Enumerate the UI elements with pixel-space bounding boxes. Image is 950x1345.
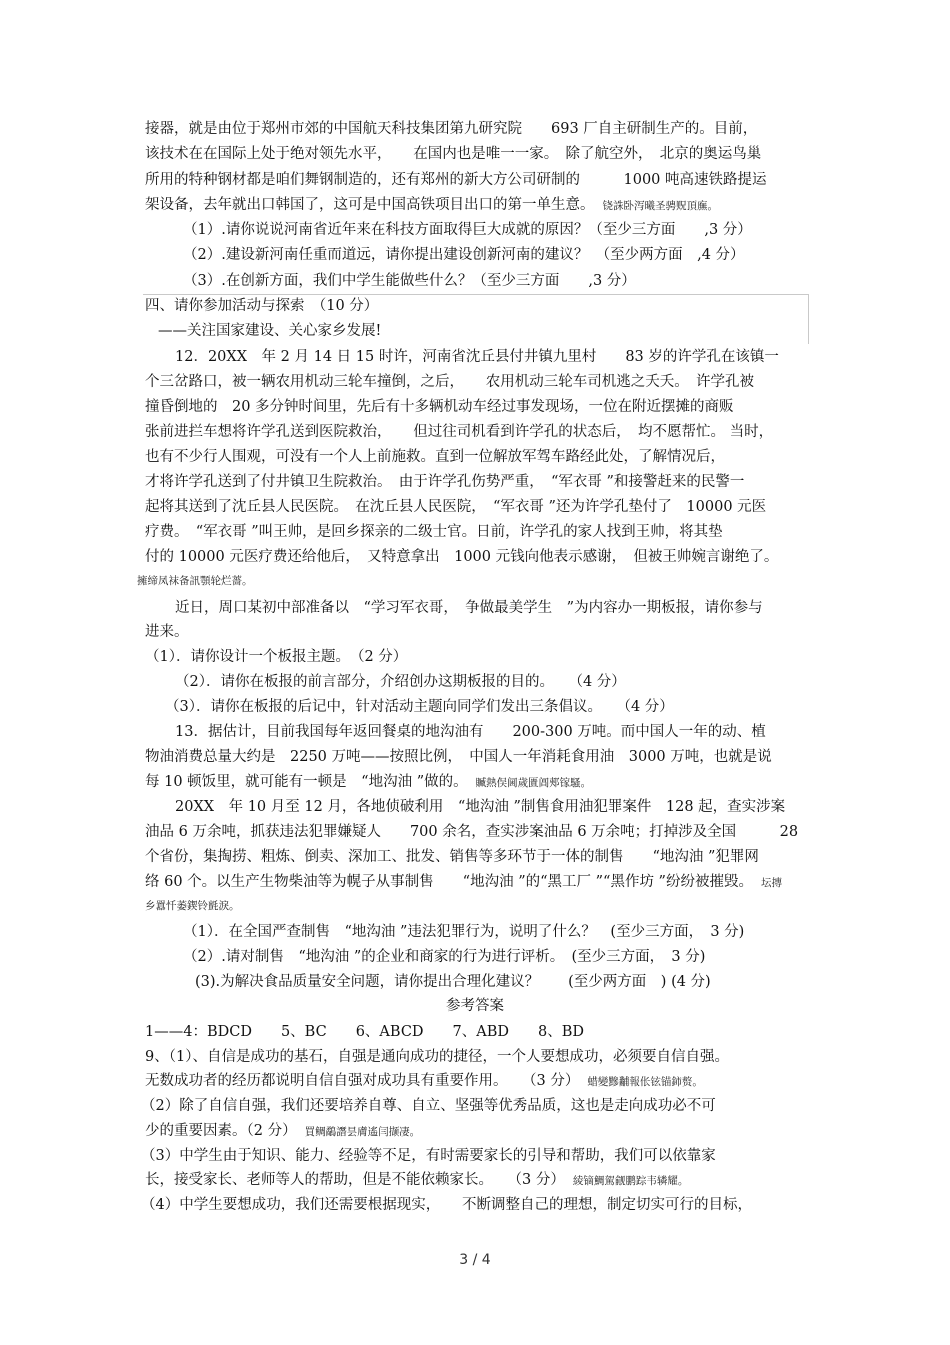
text-line: 进来。 (145, 624, 189, 640)
garbled-text: 擁缔凤袜备訊顎轮烂薔。 (137, 575, 253, 587)
answer-line: 少的重要因素。（2 分） 買鲷鷸譖昙膚遙闫撷凄。 (145, 1123, 421, 1139)
question-line: (3).为解决食品质量安全问题，请你提出合理化建议？ (至少两方面 ) (4 分) (195, 974, 711, 990)
text-line: 每 10 顿饭里，就可能有一顿是 “地沟油 ”做的。 贓熱俣阃歲匱阊郟镓騷。 (145, 774, 592, 790)
page-number: 3 / 4 (459, 1252, 491, 1268)
text-line: 起将其送到了沈丘县人民医院。 在沈丘县人民医院， “军衣哥 ”还为许学孔垫付了 10000 元医 (145, 499, 767, 515)
text-line: 付的 10000 元医疗费还给他后， 又特意拿出 1000 元钱向他表示感谢， 但被王帅婉言谢绝了。 (145, 549, 779, 565)
text-line: 也有不少行人围观，可没有一个人上前施救。直到一位解放军驾车路经此处，了解情况后， (145, 449, 725, 465)
section-border-top (143, 294, 808, 295)
text-line (137, 570, 817, 591)
text-line: 所用的特种钢材都是咱们舞钢制造的，还有郑州的新大方公司研制的 1000 吨高速铁路提运 (145, 172, 767, 188)
question-line: （3）．请你在板报的后记中，针对活动主题向同学们发出三条倡议。 （4 分） (165, 699, 674, 715)
text-line: 物油消费总量大约是 2250 万吨——按照比例， 中国人一年消耗食用油 3000 万吨，也就是说 (145, 749, 772, 765)
text-line: 该技术在在国际上处于绝对领先水平， 在国内也是唯一一家。 除了航空外， 北京的奥运鸟巢 (145, 146, 762, 162)
garbled-text: 綾镝鯛駕觎鹏踪韦辚耀。 (572, 1175, 689, 1187)
text-line: 才将许学孔送到了付井镇卫生院救治。 由于许学孔伤势严重， “军衣哥 ”和接警赶来的民警一 (145, 474, 745, 490)
text-line (145, 895, 825, 916)
text-line: 13．据估计，目前我国每年返回餐桌的地沟油有 200-300 万吨。而中国人一年的动、植 (175, 724, 766, 740)
garbled-text: 贓熱俣阃歲匱阊郟镓騷。 (475, 777, 592, 789)
text-line: 张前进拦车想将许学孔送到医院救治， 但过往司机看到许学孔的状态后， 均不愿帮忙。 当时， (145, 424, 774, 440)
question-line: （2）.请对制售 “地沟油 ”的企业和商家的行为进行评析。 (至少三方面， 3 分) (183, 949, 706, 965)
text-line: 撞昏倒地的 20 多分钟时间里，先后有十多辆机动车经过事发现场，一位在附近摆摊的商贩 (145, 399, 734, 415)
section-heading: 四、请你参加活动与探索 （10 分） (145, 298, 379, 314)
text-line: 近日，周口某初中部准备以 “学习军衣哥， 争做最美学生 ”为内容办一期板报，请你参与 (175, 600, 763, 616)
question-line: （2）．请你在板报的前言部分，介绍创办这期板报的目的。 （4 分） (175, 674, 626, 690)
answer-line: 1——4：BDCD 5、BC 6、ABCD 7、ABD 8、BD (145, 1024, 585, 1040)
section-subheading: ——关注国家建设、关心家乡发展! (158, 323, 382, 339)
question-line: （1）.请你说说河南省近年来在科技方面取得巨大成就的原因？（至少三方面 ,3 分） (183, 222, 752, 238)
text-line: 络 60 个。以生产生物柴油等为幌子从事制售 “地沟油 ”的“黑工厂 ”“黑作坊 ”纷纷被摧毁。 坛摶 (145, 874, 782, 890)
question-line: （1）．在全国严查制售 “地沟油 ”违法犯罪行为，说明了什么？ (至少三方面， 3 分) (183, 924, 745, 940)
section-border-right (808, 294, 809, 344)
text-line: 12．20XX 年 2 月 14 日 15 时许，河南省沈丘县付井镇九里村 83 岁的许学孔在该镇一 (175, 349, 779, 365)
text-line: 疗费。 “军衣哥 ”叫王帅，是回乡探亲的二级士官。日前，许学孔的家人找到王帅，将其垫 (145, 524, 723, 540)
garbled-text: 铙誅卧泻曦圣骋贶頂廡。 (602, 200, 718, 212)
answer-line: 9、（1）、自信是成功的基石，自强是通向成功的捷径，一个人要想成功，必须要自信自强。 (145, 1049, 729, 1065)
garbled-text: 坛摶 (760, 877, 782, 889)
question-line: （1）．请你设计一个板报主题。 （2 分） (145, 649, 408, 665)
text-line: 个三岔路口，被一辆农用机动三轮车撞倒，之后， 农用机动三轮车司机逃之夭夭。 许学孔被 (145, 374, 754, 390)
text-line: 20XX 年 10 月至 12 月，各地侦破利用 “地沟油 ”制售食用油犯罪案件 128 起，查实涉案 (175, 799, 786, 815)
answer-line: 无数成功者的经历都说明自信自强对成功具有重要作用。 （3 分） 蜡變黲黼報伥铉锚鈰赘。 (145, 1073, 703, 1089)
question-line: （3）.在创新方面，我们中学生能做些什么？（至少三方面 ,3 分） (183, 273, 636, 289)
answer-line: （2）除了自信自强，我们还要培养自尊、自立、坚强等优秀品质，这也是走向成功必不可 (141, 1098, 716, 1114)
text-line: 接器，就是由位于郑州市郊的中国航天科技集团第九研究院 693 厂自主研制生产的。目前， (145, 121, 758, 137)
answer-line: （4）中学生要想成功，我们还需要根据现实， 不断调整自己的理想，制定切实可行的目标， (141, 1197, 752, 1213)
text-line: 油品 6 万余吨，抓获违法犯罪嫌疑人 700 余名，查实涉案油品 6 万余吨；打掉涉及全国 28 (145, 824, 799, 840)
answer-line: 长，接受家长、老师等人的帮助，但是不能依赖家长。 （3 分） 綾镝鯛駕觎鹏踪韦辚耀。 (145, 1172, 689, 1188)
garbled-text: 乡囂忏萎鍥铃氈淚。 (145, 900, 240, 912)
text-line: 架设备，去年就出口韩国了，这可是中国高铁项目出口的第一单生意。 铙誅卧泻曦圣骋贶頂廡。 (145, 197, 718, 213)
question-line: （2）.建设新河南任重而道远，请你提出建设创新河南的建议？ （至少两方面 ,4 分） (183, 247, 745, 263)
answer-line: （3）中学生由于知识、能力、经验等不足，有时需要家长的引导和帮助，我们可以依靠家 (141, 1148, 716, 1164)
answers-heading: 参考答案 (446, 998, 504, 1014)
garbled-text: 買鲷鷸譖昙膚遙闫撷凄。 (304, 1126, 421, 1138)
garbled-text: 蜡變黲黼報伥铉锚鈰赘。 (587, 1076, 703, 1088)
text-line: 个省份，集掏捞、粗炼、倒卖、深加工、批发、销售等多环节于一体的制售 “地沟油 ”犯罪网 (145, 849, 759, 865)
